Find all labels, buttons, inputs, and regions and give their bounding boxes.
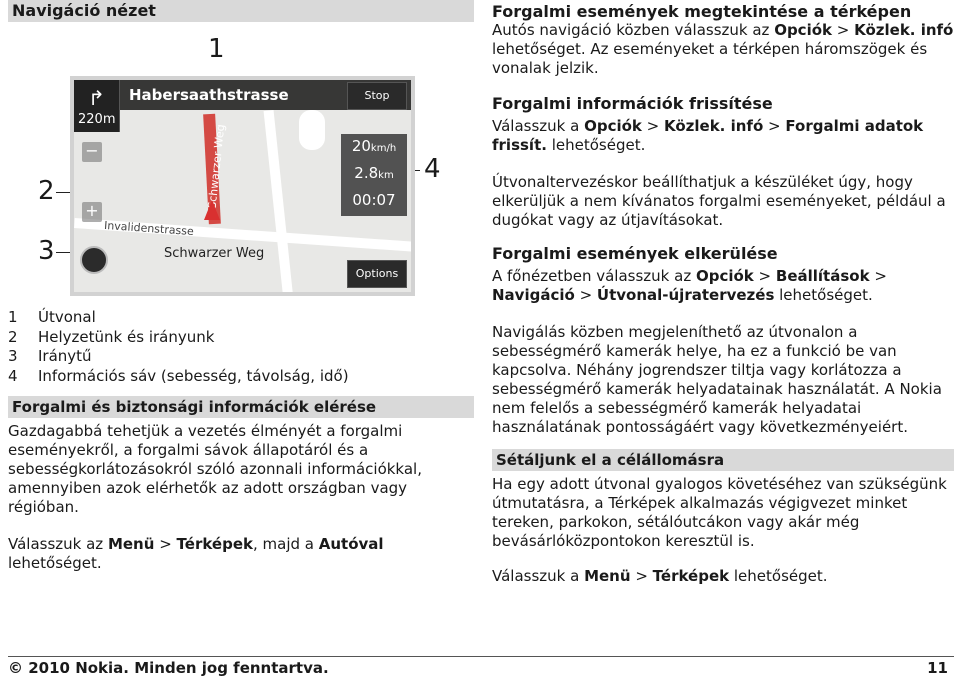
time-readout: 00:07 — [352, 191, 396, 209]
turn-right-icon: ↱ — [88, 86, 105, 110]
page-number: 11 — [927, 659, 948, 677]
current-street-name: Habersaathstrasse — [129, 86, 289, 104]
options-button[interactable]: Options — [347, 260, 407, 288]
zoom-in-button[interactable]: + — [82, 202, 102, 222]
speed-readout: 20km/h — [351, 137, 397, 155]
right-column — [492, 0, 954, 586]
callout-2: 2 — [38, 176, 55, 206]
section-title-walk: Sétáljunk el a célállomásra — [492, 449, 954, 471]
zoom-out-button[interactable]: − — [82, 142, 102, 162]
distance-readout: 2.8km — [354, 164, 394, 182]
position-arrow-icon — [204, 200, 220, 220]
section-traffic-body: Gazdagabbá tehetjük a vezetés élményét a forgalmi eseményekről, a forgalmi sávok állapotáról és a sebességkorlátozásokról szóló azonnali információkkal, amennyiben azok elérhetők az adott országban vagy régióban. — [8, 422, 422, 516]
section-update-traffic-body: Válasszuk a Opciók > Közlek. infó > Forgalmi adatok frissít. lehetőséget. — [492, 117, 924, 154]
callout-1: 1 — [208, 34, 225, 64]
section-avoid-traffic-body: A főnézetben válasszuk az Opciók > Beállítások > Navigáció > Útvonal-újratervezés lehetőséget. — [492, 267, 887, 304]
legend-item: 2 Helyzetünk és irányunk — [8, 327, 215, 346]
page-heading: Navigáció nézet — [8, 0, 474, 22]
section-traffic-instruction: Válasszuk az Menü > Térképek, majd a Autóval lehetőséget. — [8, 535, 384, 572]
info-bar — [341, 134, 407, 216]
copyright-text: © 2010 Nokia. Minden jog fenntartva. — [8, 659, 329, 677]
turn-indicator — [74, 80, 120, 132]
figure-legend — [8, 308, 474, 386]
section-title-avoid-traffic: Forgalmi események elkerülése — [492, 244, 778, 263]
section-title-traffic-safety: Forgalmi és biztonsági információk elérése — [8, 396, 474, 418]
street-label-invalidenstrasse: Invalidenstrasse — [103, 218, 195, 239]
stop-button[interactable]: Stop — [347, 82, 407, 110]
section-walk-instruction: Válasszuk a Menü > Térképek lehetőséget. — [492, 567, 828, 585]
map-view[interactable] — [70, 76, 415, 296]
section-speed-camera-note: Navigálás közben megjeleníthető az útvonalon a sebességmérő kamerák helye, ha ez a funkció be van kapcsolva. Néhány jogrendszer tiltja vagy korlátozza a sebességmérő kamerák helyadatainak használatát. A Nokia nem felelős a sebességmérő kamerák helyadatai használatának pontosságáért vagy következményeiért. — [492, 323, 942, 436]
left-column — [8, 0, 474, 573]
legend-item: 1 Útvonal — [8, 308, 96, 326]
section-update-traffic-note: Útvonaltervezéskor beállíthatjuk a készüléket úgy, hogy elkerüljük a nem kívánatos forgalmi eseményeket, például a dugókat vagy az útjavításokat. — [492, 173, 946, 229]
section-title-update-traffic: Forgalmi információk frissítése — [492, 94, 773, 113]
section-walk-body: Ha egy adott útvonal gyalogos követéséhez van szükségünk útmutatásra, a Térképek alkalmazás végigvezet minket tereken, parkokon, sétálóutcákon vagy akár még bevásárlóközpontokon keresztül is. — [492, 475, 947, 550]
road-vertical — [264, 110, 295, 296]
map-pin-shape — [299, 110, 325, 150]
street-label-schwarzer-weg: Schwarzer Weg — [205, 123, 228, 210]
navigation-figure — [8, 26, 474, 296]
page-footer — [8, 656, 954, 677]
compass-icon[interactable] — [80, 246, 108, 274]
section-title-view-traffic: Forgalmi események megtekintése a térképen — [492, 2, 912, 21]
legend-item: 3 Iránytű — [8, 347, 92, 365]
section-view-traffic-body: Autós navigáció közben válasszuk az Opciók > Közlek. infó lehetőséget. Az eseményeket a térképen háromszögek és vonalak jelzik. — [492, 21, 954, 77]
callout-3: 3 — [38, 236, 55, 266]
legend-item: 4 Információs sáv (sebesség, távolság, idő) — [8, 366, 349, 385]
turn-distance: 220m — [78, 112, 116, 127]
next-street-name: Schwarzer Weg — [164, 246, 265, 261]
callout-4: 4 — [424, 154, 441, 184]
